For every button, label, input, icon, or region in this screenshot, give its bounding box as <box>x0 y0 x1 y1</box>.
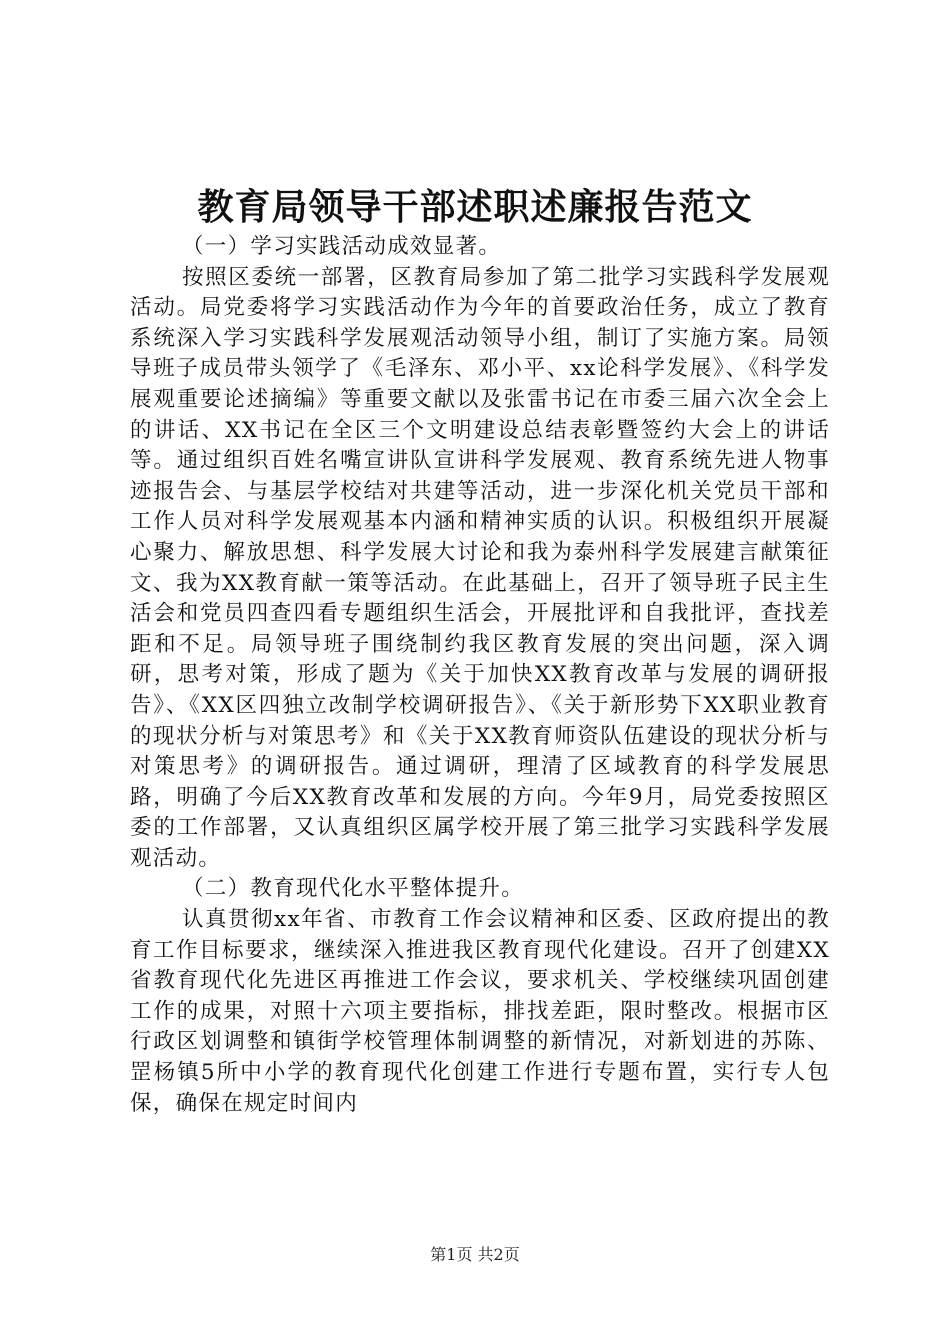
section-paragraph-1: 按照区委统一部署，区教育局参加了第二批学习实践科学发展观活动。局党委将学习实践活动作为今年的首要政治任务，成立了教育系统深入学习实践科学发展观活动领导小组，制订了实施方案。局领导班子成员带头领学了《毛泽东、邓小平、xx论科学发展》、《科学发展观重要论述摘编》等重要文献以及张雷书记在市委三届六次全会上的讲话、XX书记在全区三个文明建设总结表彰暨签约大会上的讲话等。通过组织百姓名嘴宣讲队宣讲科学发展观、教育系统先进人物事迹报告会、与基层学校结对共建等活动，进一步深化机关党员干部和工作人员对科学发展观基本内涵和精神实质的认识。积极组织开展凝心聚力、解放思想、科学发展大讨论和我为泰州科学发展建言献策征文、我为XX教育献一策等活动。在此基础上，召开了领导班子民主生活会和党员四查四看专题组织生活会，开展批评和自我批评，查找差距和不足。局领导班子围绕制约我区教育发展的突出问题，深入调研，思考对策，形成了题为《关于加快XX教育改革与发展的调研报告》、《XX区四独立改制学校调研报告》、《关于新形势下XX职业教育的现状分析与对策思考》和《关于XX教育师资队伍建设的现状分析与对策思考》的调研报告。通过调研，理清了区域教育的科学发展思路，明确了今后XX教育改革和发展的方向。今年9月，局党委按照区委的工作部署，又认真组织区属学校开展了第三批学习实践科学发展观活动。 <box>130 264 830 871</box>
document-body <box>130 232 830 1119</box>
section-paragraph-2: 认真贯彻xx年省、市教育工作会议精神和区委、区政府提出的教育工作目标要求，继续深入推进我区教育现代化建设。召开了创建XX省教育现代化先进区再推进工作会议，要求机关、学校继续巩固创建工作的成果，对照十六项主要指标，排找差距，限时整改。根据市区行政区划调整和镇街学校管理体制调整的新情况，对新划进的苏陈、罡杨镇5所中小学的教育现代化创建工作进行专题布置，实行专人包保，确保在规定时间内 <box>130 907 830 1116</box>
page-footer: 第1页 共2页 <box>430 1245 520 1264</box>
document-title: 教育局领导干部述职述廉报告范文 <box>197 186 753 228</box>
section-heading-1: （一）学习实践活动成效显著。 <box>182 234 502 259</box>
section-heading-2: （二）教育现代化水平整体提升。 <box>182 876 525 902</box>
